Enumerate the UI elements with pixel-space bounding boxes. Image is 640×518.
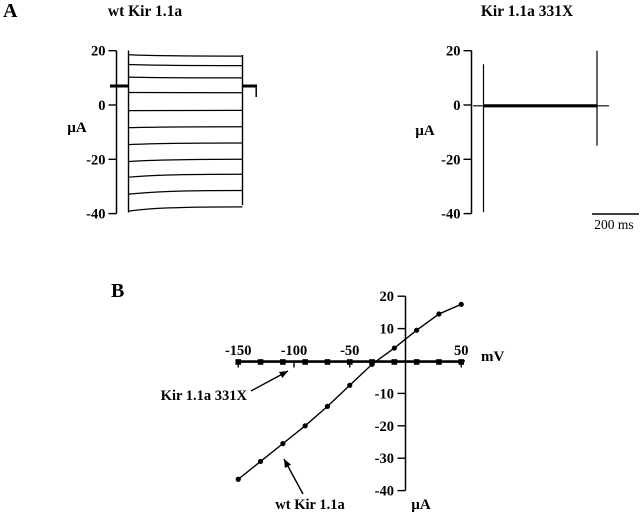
iv-point-331x	[235, 359, 241, 365]
current-trace	[129, 143, 243, 145]
x-tick-label: -150	[224, 343, 252, 359]
iv-point-wt	[436, 311, 441, 316]
iv-point-wt	[392, 345, 397, 350]
panel-a-right-title: Kir 1.1a 331X	[480, 3, 574, 20]
iv-point-331x	[392, 359, 398, 365]
y-tick-label: -40	[374, 483, 394, 500]
scale-bar-label: 200 ms	[594, 217, 634, 232]
panel-a-left-y-axis-unit: µA	[67, 120, 87, 136]
panel-b-x-axis-unit: mV	[481, 349, 505, 365]
panel-a-label: A	[3, 0, 18, 22]
iv-point-wt	[280, 441, 285, 446]
current-trace	[129, 127, 243, 128]
iv-point-wt	[325, 404, 330, 409]
x-tick-label: 50	[454, 343, 469, 359]
y-tick-label: -20	[441, 152, 461, 169]
iv-point-331x	[280, 359, 286, 365]
iv-line-wt	[238, 304, 461, 479]
current-trace	[129, 159, 243, 161]
iv-point-331x	[458, 359, 464, 365]
iv-point-wt	[236, 477, 241, 482]
current-trace	[129, 174, 243, 177]
x-tick-label: -50	[340, 343, 360, 359]
y-tick-label: -40	[86, 206, 106, 223]
current-trace	[129, 207, 243, 211]
iv-point-331x	[347, 359, 353, 365]
y-tick-label: 0	[453, 98, 461, 114]
y-tick-label: -40	[441, 206, 461, 223]
current-trace	[129, 77, 243, 78]
iv-point-wt	[347, 383, 352, 388]
iv-point-331x	[414, 359, 420, 365]
y-tick-label: 0	[98, 98, 106, 114]
iv-point-331x	[436, 359, 442, 365]
annotation-wt-kir: wt Kir 1.1a	[275, 497, 345, 513]
y-tick-label: -10	[374, 386, 394, 403]
panel-a-right-plot	[441, 44, 639, 223]
iv-point-wt	[258, 459, 263, 464]
iv-point-331x	[325, 359, 331, 365]
panel-b-y-axis-unit: µA	[411, 497, 431, 513]
panel-b-iv-plot	[225, 289, 469, 499]
panel-a-left-plot	[86, 44, 257, 223]
y-tick-label: 20	[446, 43, 461, 60]
current-trace	[129, 191, 243, 195]
current-trace	[129, 55, 243, 56]
y-tick-label: 20	[91, 43, 106, 60]
annotation-kir-331x: Kir 1.1a 331X	[160, 388, 247, 404]
panel-a-right-y-axis-unit: µA	[415, 123, 435, 139]
current-trace	[129, 65, 243, 66]
panel-a-left-title: wt Kir 1.1a	[107, 3, 183, 20]
y-tick-label: -30	[374, 451, 394, 468]
y-tick-label: 10	[379, 321, 394, 338]
x-tick-label: -100	[280, 343, 308, 359]
iv-point-wt	[369, 362, 374, 367]
iv-point-wt	[414, 328, 419, 333]
iv-point-331x	[302, 359, 308, 365]
iv-point-wt	[303, 423, 308, 428]
y-tick-label: 20	[379, 289, 394, 306]
iv-point-wt	[459, 302, 464, 307]
panel-b-label: B	[111, 280, 125, 302]
y-tick-label: -20	[374, 418, 394, 435]
y-tick-label: -20	[86, 152, 106, 169]
iv-point-331x	[258, 359, 264, 365]
